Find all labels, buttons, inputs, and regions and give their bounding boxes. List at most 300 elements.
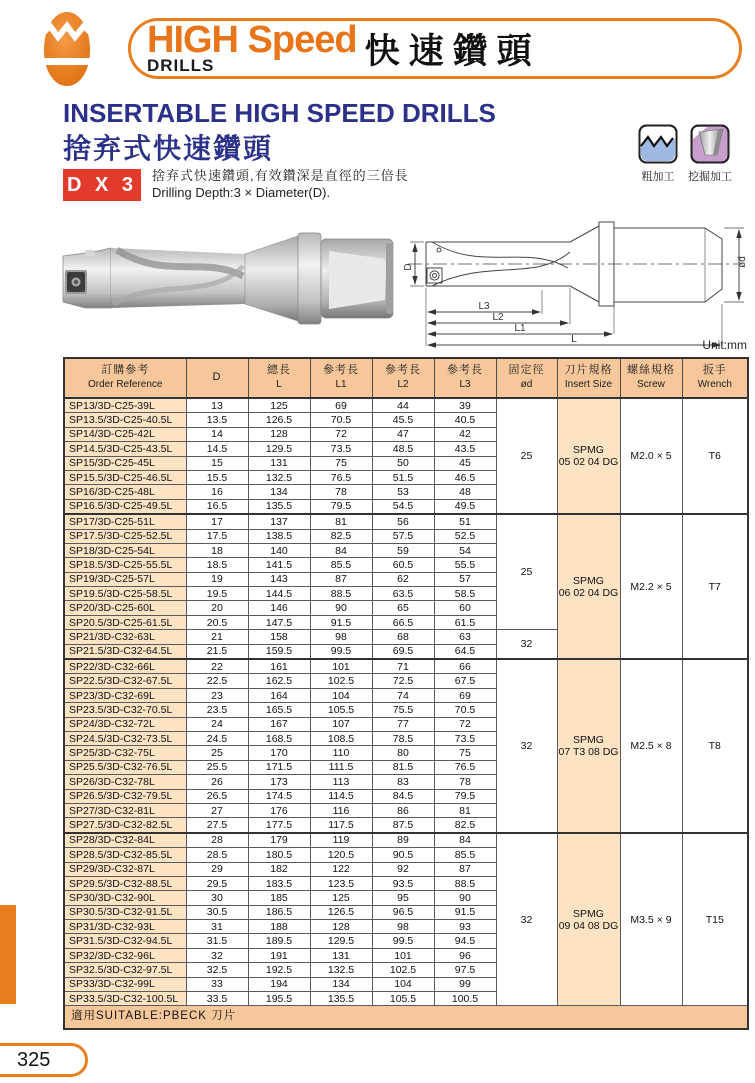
dimension-cell: 126.5 — [248, 413, 310, 427]
fixing-diameter-cell: 25 — [496, 514, 557, 630]
dimension-cell: 66.5 — [372, 615, 434, 629]
col-header-fixing-diameter: 固定徑 ød — [496, 358, 557, 398]
order-reference-cell: SP21.5/3D-C32-64.5L — [64, 644, 186, 659]
dimension-cell: 16.5 — [186, 499, 248, 514]
table-footer-note: 適用SUITABLE:PBECK 刀片 — [64, 1006, 748, 1029]
dimension-cell: 26 — [186, 775, 248, 789]
dimension-cell: 105.5 — [310, 703, 372, 717]
dimension-cell: 20 — [186, 601, 248, 615]
insert-size-cell: SPMG 07 T3 08 DG — [557, 659, 620, 833]
dimension-cell: 14 — [186, 427, 248, 441]
dimension-cell: 131 — [248, 456, 310, 470]
order-reference-cell: SP23/3D-C32-69L — [64, 688, 186, 702]
dimension-cell: 25 — [186, 746, 248, 760]
section-title-en: INSERTABLE HIGH SPEED DRILLS — [63, 98, 496, 128]
dimension-cell: 81.5 — [372, 760, 434, 774]
dimension-cell: 94.5 — [434, 934, 496, 948]
dimension-cell: 135.5 — [248, 499, 310, 514]
dimension-cell: 75 — [310, 456, 372, 470]
brand-egg-icon — [42, 11, 92, 87]
dimension-cell: 70.5 — [434, 703, 496, 717]
dimension-cell: 47 — [372, 427, 434, 441]
dimension-cell: 21 — [186, 630, 248, 644]
dimension-cell: 73.5 — [310, 442, 372, 456]
page-number: 325 — [0, 1043, 88, 1077]
order-reference-cell: SP32.5/3D-C32-97.5L — [64, 963, 186, 977]
pocket-machining-label: 挖掘加工 — [688, 171, 732, 183]
dimension-cell: 57 — [434, 572, 496, 586]
side-index-tab — [0, 905, 16, 1004]
dimension-cell: 186.5 — [248, 905, 310, 919]
dimension-cell: 18 — [186, 543, 248, 557]
dimension-cell: 96 — [434, 948, 496, 962]
dx3-description — [152, 167, 409, 201]
dimension-cell: 132.5 — [310, 963, 372, 977]
dimension-cell: 17.5 — [186, 529, 248, 543]
unit-label: Unit:mm — [702, 338, 747, 352]
pocket-machining-icon — [690, 124, 730, 164]
spec-table-body — [64, 398, 748, 1006]
dimension-cell: 78 — [310, 485, 372, 499]
dimension-cell: 99.5 — [310, 644, 372, 659]
dimension-cell: 85.5 — [310, 558, 372, 572]
insert-size-cell: SPMG 05 02 04 DG — [557, 398, 620, 514]
order-reference-cell: SP24.5/3D-C32-73.5L — [64, 731, 186, 745]
order-reference-cell: SP16.5/3D-C25-49.5L — [64, 499, 186, 514]
dimension-cell: 48.5 — [372, 442, 434, 456]
wrench-cell: T8 — [682, 659, 748, 833]
dimension-cell: 123.5 — [310, 876, 372, 890]
order-reference-cell: SP29.5/3D-C32-88.5L — [64, 876, 186, 890]
dimension-cell: 135.5 — [310, 992, 372, 1006]
dimension-cell: 23.5 — [186, 703, 248, 717]
dimension-cell: 110 — [310, 746, 372, 760]
dimension-cell: 75 — [434, 746, 496, 760]
dimension-cell: 57.5 — [372, 529, 434, 543]
dimension-cell: 39 — [434, 398, 496, 413]
dimension-cell: 59 — [372, 543, 434, 557]
order-reference-cell: SP16/3D-C25-48L — [64, 485, 186, 499]
dimension-cell: 97.5 — [434, 963, 496, 977]
dimension-cell: 143 — [248, 572, 310, 586]
order-reference-cell: SP18.5/3D-C25-55.5L — [64, 558, 186, 572]
dimension-cell: 140 — [248, 543, 310, 557]
dimension-cell: 82.5 — [434, 818, 496, 833]
dimension-cell: 17 — [186, 514, 248, 529]
order-reference-cell: SP24/3D-C32-72L — [64, 717, 186, 731]
dimension-cell: 90.5 — [372, 848, 434, 862]
dimension-cell: 63 — [434, 630, 496, 644]
order-reference-cell: SP20.5/3D-C25-61.5L — [64, 615, 186, 629]
dimension-cell: 113 — [310, 775, 372, 789]
dimension-cell: 132.5 — [248, 470, 310, 484]
dimension-cell: 29 — [186, 862, 248, 876]
drill-photo — [55, 214, 400, 346]
order-reference-cell: SP33/3D-C32-99L — [64, 977, 186, 991]
dimension-cell: 120.5 — [310, 848, 372, 862]
dimension-cell: 91.5 — [434, 905, 496, 919]
dimension-cell: 60.5 — [372, 558, 434, 572]
dimension-cell: 144.5 — [248, 587, 310, 601]
order-reference-cell: SP23.5/3D-C32-70.5L — [64, 703, 186, 717]
dimension-cell: 102.5 — [310, 674, 372, 688]
col-header-order-reference: 訂購參考 Order Reference — [64, 358, 186, 398]
screw-cell: M2.5 × 8 — [620, 659, 682, 833]
wrench-cell: T15 — [682, 833, 748, 1006]
dimension-cell: 33.5 — [186, 992, 248, 1006]
order-reference-cell: SP31.5/3D-C32-94.5L — [64, 934, 186, 948]
dimension-cell: 33 — [186, 977, 248, 991]
dimension-cell: 93 — [434, 920, 496, 934]
dimension-cell: 91.5 — [310, 615, 372, 629]
dimension-cell: 67.5 — [434, 674, 496, 688]
dimension-cell: 54 — [434, 543, 496, 557]
dimension-cell: 86 — [372, 803, 434, 817]
dimension-cell: 52.5 — [434, 529, 496, 543]
dim-label-d: D — [403, 263, 414, 271]
order-reference-cell: SP13/3D-C25-39L — [64, 398, 186, 413]
table-row — [64, 833, 748, 848]
dimension-cell: 66 — [434, 659, 496, 674]
dimension-cell: 92 — [372, 862, 434, 876]
order-reference-cell: SP27.5/3D-C32-82.5L — [64, 818, 186, 833]
dimension-cell: 20.5 — [186, 615, 248, 629]
col-header-l3: 參考長 L3 — [434, 358, 496, 398]
dimension-cell: 69 — [434, 688, 496, 702]
dimension-cell: 119 — [310, 833, 372, 848]
dimension-cell: 71 — [372, 659, 434, 674]
dimension-cell: 105.5 — [372, 992, 434, 1006]
order-reference-cell: SP28/3D-C32-84L — [64, 833, 186, 848]
dimension-cell: 69.5 — [372, 644, 434, 659]
dx3-description-en: Drilling Depth:3 × Diameter(D). — [152, 185, 331, 201]
dimension-cell: 195.5 — [248, 992, 310, 1006]
order-reference-cell: SP27/3D-C32-81L — [64, 803, 186, 817]
order-reference-cell: SP28.5/3D-C32-85.5L — [64, 848, 186, 862]
dimension-cell: 159.5 — [248, 644, 310, 659]
dimension-cell: 117.5 — [310, 818, 372, 833]
order-reference-cell: SP20/3D-C25-60L — [64, 601, 186, 615]
dimension-cell: 49.5 — [434, 499, 496, 514]
dimension-cell: 99 — [434, 977, 496, 991]
dimension-cell: 164 — [248, 688, 310, 702]
dimension-cell: 88.5 — [434, 876, 496, 890]
dimension-cell: 125 — [248, 398, 310, 413]
order-reference-cell: SP14/3D-C25-42L — [64, 427, 186, 441]
dimension-cell: 72 — [310, 427, 372, 441]
dimension-cell: 93.5 — [372, 876, 434, 890]
dimension-cell: 188 — [248, 920, 310, 934]
dimension-cell: 81 — [434, 803, 496, 817]
dimension-cell: 68 — [372, 630, 434, 644]
dimension-cell: 108.5 — [310, 731, 372, 745]
dimension-cell: 45 — [434, 456, 496, 470]
dimension-cell: 134 — [248, 485, 310, 499]
dimension-cell: 96.5 — [372, 905, 434, 919]
order-reference-cell: SP22.5/3D-C32-67.5L — [64, 674, 186, 688]
order-reference-cell: SP15.5/3D-C25-46.5L — [64, 470, 186, 484]
dimension-cell: 134 — [310, 977, 372, 991]
dimension-cell: 183.5 — [248, 876, 310, 890]
screw-cell: M2.2 × 5 — [620, 514, 682, 659]
dimension-cell: 78.5 — [372, 731, 434, 745]
wrench-cell: T7 — [682, 514, 748, 659]
dimension-cell: 99.5 — [372, 934, 434, 948]
dimension-cell: 89 — [372, 833, 434, 848]
dimension-cell: 72.5 — [372, 674, 434, 688]
dimension-cell: 137 — [248, 514, 310, 529]
dimension-cell: 129.5 — [310, 934, 372, 948]
dimension-cell: 55.5 — [434, 558, 496, 572]
dimension-cell: 28 — [186, 833, 248, 848]
dimension-cell: 111.5 — [310, 760, 372, 774]
table-row — [64, 514, 748, 529]
dimension-cell: 22.5 — [186, 674, 248, 688]
table-row — [64, 398, 748, 413]
dimension-cell: 32.5 — [186, 963, 248, 977]
dimension-cell: 128 — [310, 920, 372, 934]
dimension-cell: 82.5 — [310, 529, 372, 543]
order-reference-cell: SP29/3D-C32-87L — [64, 862, 186, 876]
dimension-cell: 29.5 — [186, 876, 248, 890]
dimension-cell: 64.5 — [434, 644, 496, 659]
dimension-cell: 30.5 — [186, 905, 248, 919]
order-reference-cell: SP25/3D-C32-75L — [64, 746, 186, 760]
dimension-cell: 173 — [248, 775, 310, 789]
dimension-cell: 18.5 — [186, 558, 248, 572]
order-reference-cell: SP14.5/3D-C25-43.5L — [64, 442, 186, 456]
dimension-cell: 168.5 — [248, 731, 310, 745]
dimension-cell: 24.5 — [186, 731, 248, 745]
dimension-cell: 174.5 — [248, 789, 310, 803]
dimension-cell: 180.5 — [248, 848, 310, 862]
dimension-cell: 48 — [434, 485, 496, 499]
dimension-cell: 114.5 — [310, 789, 372, 803]
dimension-cell: 76.5 — [310, 470, 372, 484]
order-reference-cell: SP13.5/3D-C25-40.5L — [64, 413, 186, 427]
dimension-cell: 90 — [310, 601, 372, 615]
dimension-cell: 70.5 — [310, 413, 372, 427]
dx3-badge: D X 3 — [63, 169, 141, 201]
dimension-cell: 13.5 — [186, 413, 248, 427]
dimension-cell: 73.5 — [434, 731, 496, 745]
dimension-cell: 104 — [310, 688, 372, 702]
dimension-cell: 21.5 — [186, 644, 248, 659]
drill-diagram — [402, 210, 750, 352]
order-reference-cell: SP19/3D-C25-57L — [64, 572, 186, 586]
order-reference-cell: SP26/3D-C32-78L — [64, 775, 186, 789]
dimension-cell: 98 — [372, 920, 434, 934]
dim-label-l1: L1 — [514, 323, 526, 334]
dimension-cell: 43.5 — [434, 442, 496, 456]
dimension-cell: 100.5 — [434, 992, 496, 1006]
insert-size-cell: SPMG 09 04 08 DG — [557, 833, 620, 1006]
dimension-cell: 141.5 — [248, 558, 310, 572]
dimension-cell: 125 — [310, 891, 372, 905]
dimension-cell: 24 — [186, 717, 248, 731]
dimension-cell: 16 — [186, 485, 248, 499]
dimension-cell: 14.5 — [186, 442, 248, 456]
order-reference-cell: SP17.5/3D-C25-52.5L — [64, 529, 186, 543]
dimension-cell: 46.5 — [434, 470, 496, 484]
spec-table — [63, 357, 749, 1030]
dimension-cell: 101 — [372, 948, 434, 962]
dimension-cell: 31.5 — [186, 934, 248, 948]
order-reference-cell: SP30/3D-C32-90L — [64, 891, 186, 905]
dimension-cell: 129.5 — [248, 442, 310, 456]
dimension-cell: 40.5 — [434, 413, 496, 427]
col-header-insert-size: 刀片規格 Insert Size — [557, 358, 620, 398]
screw-cell: M3.5 × 9 — [620, 833, 682, 1006]
fixing-diameter-cell: 32 — [496, 833, 557, 1006]
dimension-cell: 101 — [310, 659, 372, 674]
dimension-cell: 78 — [434, 775, 496, 789]
dimension-cell: 19.5 — [186, 587, 248, 601]
dimension-cell: 189.5 — [248, 934, 310, 948]
dimension-cell: 84.5 — [372, 789, 434, 803]
screw-cell: M2.0 × 5 — [620, 398, 682, 514]
fixing-diameter-cell: 25 — [496, 398, 557, 514]
dimension-cell: 104 — [372, 977, 434, 991]
dimension-cell: 194 — [248, 977, 310, 991]
dimension-cell: 32 — [186, 948, 248, 962]
dimension-cell: 51 — [434, 514, 496, 529]
order-reference-cell: SP17/3D-C25-51L — [64, 514, 186, 529]
dim-label-od: ød — [737, 256, 748, 268]
dimension-cell: 30 — [186, 891, 248, 905]
dimension-cell: 179 — [248, 833, 310, 848]
dimension-cell: 23 — [186, 688, 248, 702]
dimension-cell: 31 — [186, 920, 248, 934]
dimension-cell: 26.5 — [186, 789, 248, 803]
dimension-cell: 161 — [248, 659, 310, 674]
dimension-cell: 102.5 — [372, 963, 434, 977]
dimension-cell: 128 — [248, 427, 310, 441]
dimension-cell: 76.5 — [434, 760, 496, 774]
dimension-cell: 192.5 — [248, 963, 310, 977]
col-header-l: 總長 L — [248, 358, 310, 398]
dimension-cell: 51.5 — [372, 470, 434, 484]
dimension-cell: 131 — [310, 948, 372, 962]
order-reference-cell: SP18/3D-C25-54L — [64, 543, 186, 557]
dimension-cell: 44 — [372, 398, 434, 413]
table-row — [64, 659, 748, 674]
dimension-cell: 84 — [434, 833, 496, 848]
dimension-cell: 79.5 — [310, 499, 372, 514]
dimension-cell: 158 — [248, 630, 310, 644]
order-reference-cell: SP21/3D-C32-63L — [64, 630, 186, 644]
dimension-cell: 15.5 — [186, 470, 248, 484]
brand-banner — [128, 18, 742, 79]
dimension-cell: 69 — [310, 398, 372, 413]
dimension-cell: 83 — [372, 775, 434, 789]
order-reference-cell: SP19.5/3D-C25-58.5L — [64, 587, 186, 601]
dimension-cell: 98 — [310, 630, 372, 644]
order-reference-cell: SP26.5/3D-C32-79.5L — [64, 789, 186, 803]
order-reference-cell: SP30.5/3D-C32-91.5L — [64, 905, 186, 919]
dimension-cell: 56 — [372, 514, 434, 529]
dimension-cell: 87 — [434, 862, 496, 876]
order-reference-cell: SP25.5/3D-C32-76.5L — [64, 760, 186, 774]
order-reference-cell: SP33.5/3D-C32-100.5L — [64, 992, 186, 1006]
col-header-wrench: 扳手 Wrench — [682, 358, 748, 398]
dimension-cell: 88.5 — [310, 587, 372, 601]
dimension-cell: 58.5 — [434, 587, 496, 601]
dimension-cell: 146 — [248, 601, 310, 615]
dimension-cell: 171.5 — [248, 760, 310, 774]
dimension-cell: 77 — [372, 717, 434, 731]
dimension-cell: 147.5 — [248, 615, 310, 629]
dimension-cell: 87 — [310, 572, 372, 586]
dx3-description-zh: 捨弃式快速鑽頭,有效鑽深是直徑的三倍長 — [152, 168, 409, 183]
machining-icons — [638, 124, 732, 184]
dimension-cell: 63.5 — [372, 587, 434, 601]
banner-title-zh: 快速鑽頭 — [364, 31, 541, 71]
spec-table-head — [64, 358, 748, 398]
dim-label-l: L — [571, 334, 577, 345]
dimension-cell: 81 — [310, 514, 372, 529]
dimension-cell: 87.5 — [372, 818, 434, 833]
order-reference-cell: SP22/3D-C32-66L — [64, 659, 186, 674]
banner-title-en: HIGH Speed — [147, 19, 357, 62]
dimension-cell: 15 — [186, 456, 248, 470]
dimension-cell: 72 — [434, 717, 496, 731]
dimension-cell: 27.5 — [186, 818, 248, 833]
dimension-cell: 90 — [434, 891, 496, 905]
dimension-cell: 25.5 — [186, 760, 248, 774]
dimension-cell: 170 — [248, 746, 310, 760]
dimension-cell: 53 — [372, 485, 434, 499]
dimension-cell: 85.5 — [434, 848, 496, 862]
dimension-cell: 27 — [186, 803, 248, 817]
dimension-cell: 165.5 — [248, 703, 310, 717]
dimension-cell: 28.5 — [186, 848, 248, 862]
dimension-cell: 107 — [310, 717, 372, 731]
col-header-screw: 螺絲規格 Screw — [620, 358, 682, 398]
dimension-cell: 54.5 — [372, 499, 434, 514]
rough-machining-icon — [638, 124, 678, 164]
dimension-cell: 177.5 — [248, 818, 310, 833]
order-reference-cell: SP31/3D-C32-93L — [64, 920, 186, 934]
dimension-cell: 19 — [186, 572, 248, 586]
fixing-diameter-cell: 32 — [496, 630, 557, 659]
dimension-cell: 191 — [248, 948, 310, 962]
section-title-zh: 捨弃式快速鑽頭 — [63, 133, 274, 164]
dimension-cell: 79.5 — [434, 789, 496, 803]
col-header-l2: 參考長 L2 — [372, 358, 434, 398]
dimension-cell: 22 — [186, 659, 248, 674]
dim-label-l3: L3 — [478, 301, 490, 312]
dimension-cell: 45.5 — [372, 413, 434, 427]
dimension-cell: 162.5 — [248, 674, 310, 688]
dimension-cell: 138.5 — [248, 529, 310, 543]
dimension-cell: 60 — [434, 601, 496, 615]
col-header-l1: 參考長 L1 — [310, 358, 372, 398]
dimension-cell: 185 — [248, 891, 310, 905]
insert-size-cell: SPMG 06 02 04 DG — [557, 514, 620, 659]
dimension-cell: 122 — [310, 862, 372, 876]
dimension-cell: 62 — [372, 572, 434, 586]
dimension-cell: 74 — [372, 688, 434, 702]
order-reference-cell: SP32/3D-C32-96L — [64, 948, 186, 962]
dimension-cell: 182 — [248, 862, 310, 876]
dimension-cell: 176 — [248, 803, 310, 817]
order-reference-cell: SP15/3D-C25-45L — [64, 456, 186, 470]
dim-label-l2: L2 — [492, 312, 504, 323]
dimension-cell: 116 — [310, 803, 372, 817]
dimension-cell: 50 — [372, 456, 434, 470]
dimension-cell: 42 — [434, 427, 496, 441]
